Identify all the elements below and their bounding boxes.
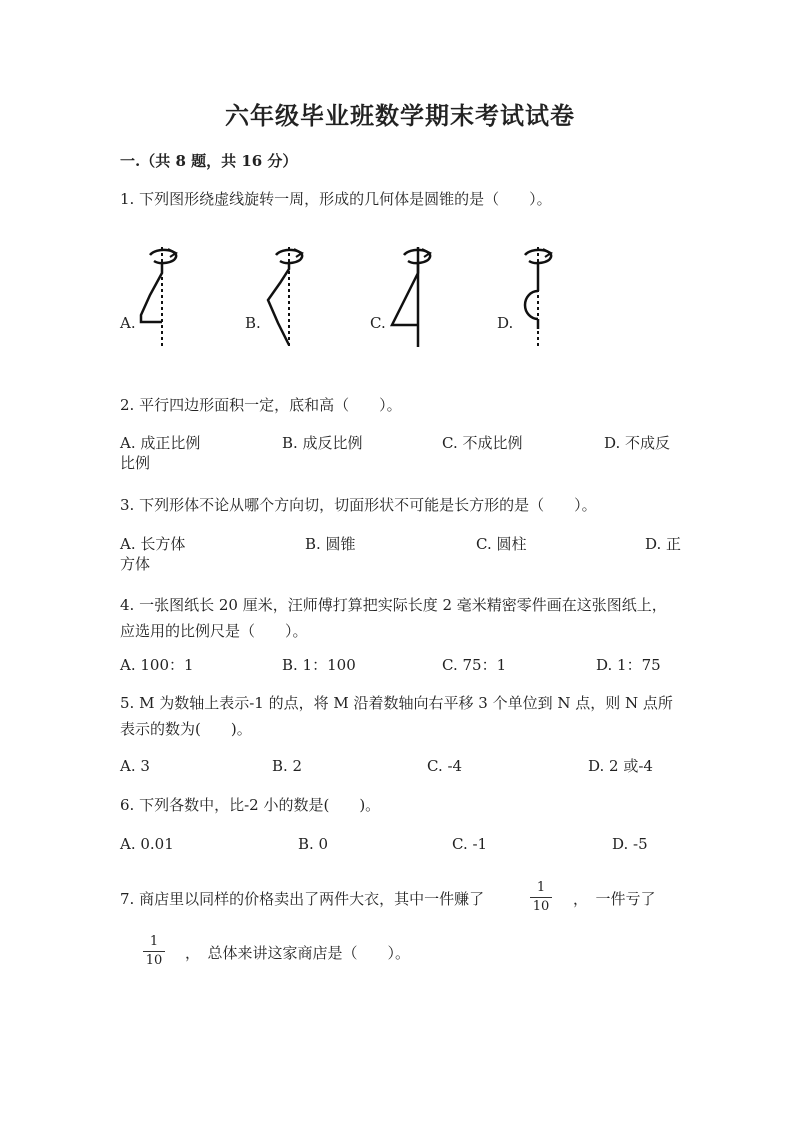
fraction-bar — [530, 897, 552, 898]
shape-d-semicircle — [525, 291, 538, 319]
q4-option-c: C. 75：1 — [442, 656, 507, 674]
fraction-numerator: 1 — [149, 934, 159, 949]
q7-fraction-gain — [530, 880, 552, 915]
q4-option-b: B. 1：100 — [282, 656, 356, 674]
fraction-denominator: 10 — [145, 953, 163, 968]
q1-option-a-label: A. — [120, 314, 136, 332]
question-2-text: 2. 平行四边形面积一定，底和高（ ）。 — [120, 396, 402, 414]
q2-option-c: C. 不成比例 — [442, 434, 523, 452]
question-7-text-part1: 7. 商店里以同样的价格卖出了两件大衣，其中一件赚了 — [120, 890, 485, 908]
question-5-text: 5. M 为数轴上表示-1 的点，将 M 沿着数轴向右平移 3 个单位到 N 点，则 N 点所表示的数为( )。 — [120, 694, 673, 738]
shape-b-outline — [268, 263, 289, 345]
q5-option-b: B. 2 — [272, 757, 303, 775]
fraction-numerator: 1 — [536, 880, 546, 895]
fraction-denominator: 10 — [532, 899, 550, 914]
q1-figure-d — [515, 245, 565, 350]
q1-figure-a — [138, 245, 188, 350]
q5-option-d: D. 2 或-4 — [588, 757, 653, 775]
q5-option-a: A. 3 — [120, 757, 150, 775]
q3-option-d: D. 正 — [645, 535, 682, 553]
page-title: 六年级毕业班数学期末考试试卷 — [225, 101, 575, 130]
q2-option-d: D. 不成反 — [604, 434, 671, 452]
q7-fraction-loss — [143, 934, 165, 969]
q4-option-d: D. 1：75 — [596, 656, 661, 674]
q1-option-b-label: B. — [245, 314, 261, 332]
q6-option-a: A. 0.01 — [120, 835, 174, 853]
q5-option-c: C. -4 — [427, 757, 463, 775]
question-7-text-part3: ， 总体来讲这家商店是（ ）。 — [185, 944, 411, 962]
q1-figure-b — [262, 245, 312, 350]
q1-figure-c — [388, 245, 438, 350]
q6-option-b: B. 0 — [298, 835, 329, 853]
q2-option-a: A. 成正比例 — [120, 434, 201, 452]
q1-option-d-label: D. — [497, 314, 514, 332]
q6-option-d: D. -5 — [612, 835, 648, 853]
q3-option-a: A. 长方体 — [120, 535, 186, 553]
question-7-text-part2: ， 一件亏了 — [573, 890, 656, 908]
q2-option-b: B. 成反比例 — [282, 434, 363, 452]
question-6-text: 6. 下列各数中，比-2 小的数是( )。 — [120, 796, 381, 814]
rotation-arrow-icon — [150, 249, 176, 263]
q3-option-d-wrap: 方体 — [120, 555, 151, 573]
q1-option-c-label: C. — [370, 314, 386, 332]
q3-option-b: B. 圆锥 — [305, 535, 356, 553]
shape-a-outline — [141, 263, 162, 322]
question-3-text: 3. 下列形体不论从哪个方向切，切面形状不可能是长方形的是（ ）。 — [120, 496, 597, 514]
section-heading: 一.（共 8 题，共 16 分） — [120, 152, 298, 170]
q2-option-d-wrap: 比例 — [120, 454, 151, 472]
question-1-text: 1. 下列图形绕虚线旋转一周，形成的几何体是圆锥的是（ ）。 — [120, 190, 552, 208]
q4-option-a: A. 100：1 — [120, 656, 194, 674]
fraction-bar — [143, 951, 165, 952]
q3-option-c: C. 圆柱 — [476, 535, 527, 553]
shape-c-outline — [392, 263, 418, 325]
question-4-text: 4. 一张图纸长 20 厘米，汪师傅打算把实际长度 2 毫米精密零件画在这张图纸上，应选用的比例尺是（ ）。 — [120, 596, 667, 640]
q6-option-c: C. -1 — [452, 835, 488, 853]
